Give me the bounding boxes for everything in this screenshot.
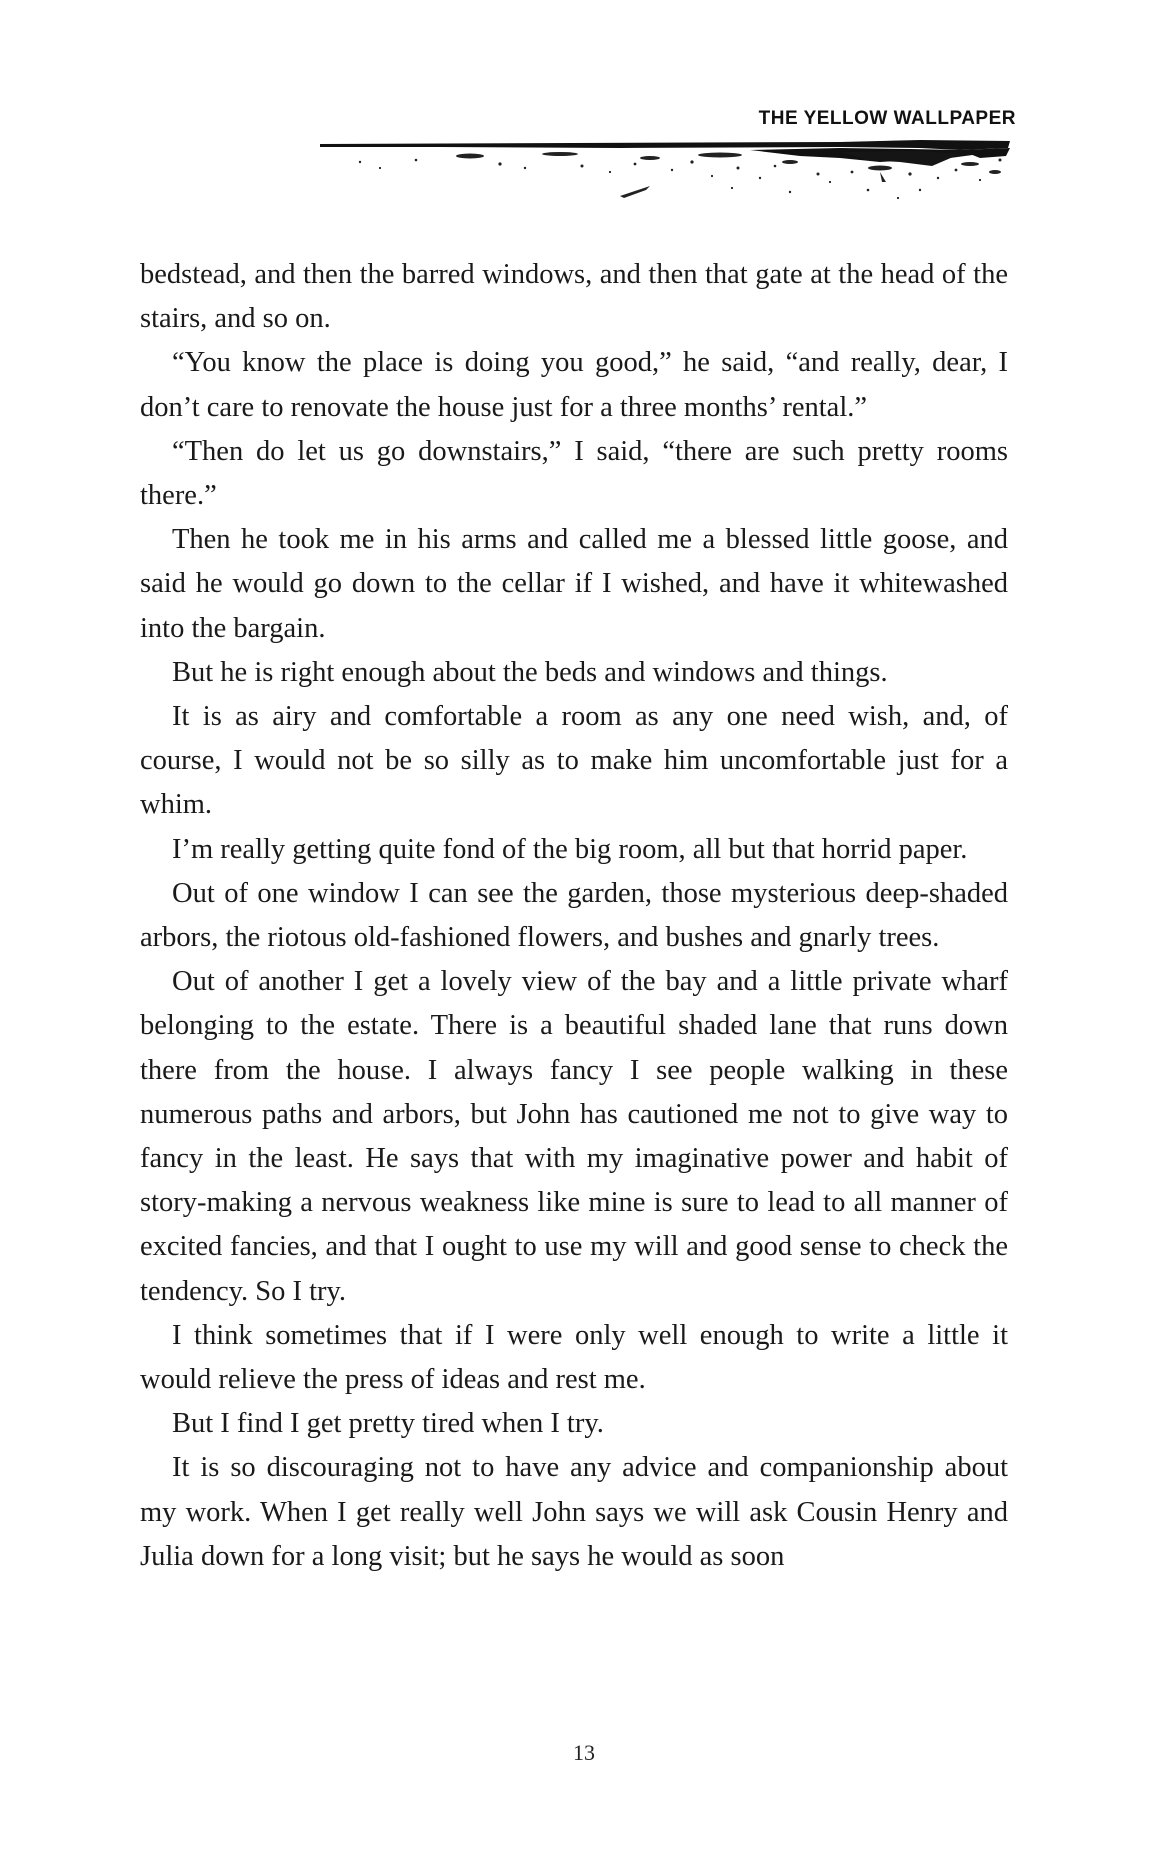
paragraph: It is so discouraging not to have any advice and companionship about my work. When I get really well John says we will ask Cousin Henry and Julia down for a long visit; but he says he would as soon	[140, 1452, 1008, 1572]
running-head-title: THE YELLOW WALLPAPER	[758, 108, 1016, 129]
paragraph: It is as airy and comfortable a room as any one need wish, and, of course, I would not be so silly as to make him uncomfortable just for a whim.	[140, 701, 1008, 821]
paragraph: I think sometimes that if I were only well enough to write a little it would relieve the press of ideas and rest me.	[140, 1319, 1008, 1396]
paragraph: “Then do let us go downstairs,” I said, “there are such pretty rooms there.”	[140, 435, 1008, 512]
body-text	[140, 253, 1008, 1579]
paragraph: I’m really getting quite fond of the big room, all but that horrid paper.	[172, 833, 968, 865]
paragraph: Then he took me in his arms and called me a blessed little goose, and said he would go down to the cellar if I wished, and have it whitewashed into the bargain.	[140, 524, 1008, 644]
paragraph: “You know the place is doing you good,” he said, “and really, dear, I don’t care to renovate the house just for a three months’ rental.”	[140, 347, 1008, 423]
paragraph: Out of another I get a lovely view of the bay and a little private wharf belonging to the estate. There is a beautiful shaded lane that runs down there from the house. I always fancy I see people walking in these numerous paths and arbors, but John has cautioned me not to give way to fancy in the least. He says that with my imaginative power and habit of story-making a nervous weakness like mine is sure to lead to all manner of excited fancies, and that I ought to use my will and good sense to check the tendency. So I try.	[140, 966, 1008, 1307]
page-number: 13	[573, 1740, 595, 1765]
paragraph: But I find I get pretty tired when I try.	[172, 1408, 604, 1440]
paragraph: But he is right enough about the beds and windows and things.	[172, 656, 888, 688]
paragraph: bedstead, and then the barred windows, and then that gate at the head of the stairs, and so on.	[140, 259, 1008, 335]
ink-splatter-rule-icon	[320, 138, 1010, 228]
paragraph: Out of one window I can see the garden, those mysterious deep-shaded arbors, the riotous old-fashioned flowers, and bushes and gnarly trees.	[140, 877, 1008, 954]
